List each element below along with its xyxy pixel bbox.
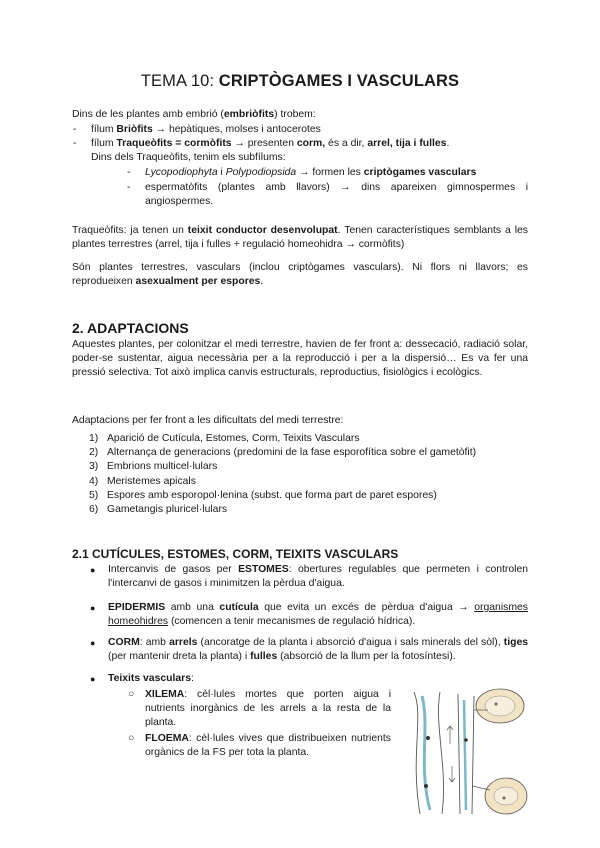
subphylum-item-espermatofits: - espermatòfits (plantes amb llavors) → dins apareixen gimnospermes i angiospermes.	[127, 182, 528, 208]
list-item: 1) Aparició de Cutícula, Estomes, Corm, Teixits Vasculars	[89, 433, 360, 444]
bullet-teixits-vasculars: ● Teixits vasculars:	[108, 672, 408, 686]
link-organismes-homeohidres: organismes homeohidres	[108, 602, 528, 628]
bullet-estomes: ● Intercanvis de gasos per ESTOMES: obertures regulables que permeten i controlen l'intercanvi de gasos i minimitzen la pèrdua d'aigua.	[90, 564, 529, 590]
list-item: 4) Meristemes apicals	[89, 475, 196, 487]
section-heading-cuticules: 2.1 CUTÍCULES, ESTOMES, CORM, TEIXITS VASCULARS	[72, 547, 399, 561]
subphylum-intro: Dins dels Traqueòfits, tenim els subfílums:	[91, 152, 286, 163]
circle-bullet-icon: ○	[128, 689, 135, 700]
adaptacions-list-intro: Adaptacions per fer front a les dificultats del medi terrestre:	[72, 415, 344, 426]
bullet-icon: ●	[90, 603, 96, 613]
title-bold: CRIPTÒGAMES I VASCULARS	[218, 72, 460, 90]
circle-bullet-icon: ○	[128, 733, 135, 744]
section-heading-adaptacions: 2. ADAPTACIONS	[72, 320, 189, 336]
traqueofits-paragraph: Traqueòfits: ja tenen un teixit conductor desenvolupat. Tenen característiques semblants a les plantes terrestres (arrel, tija i fulles + regulació homeohidra → cormòfits)	[72, 225, 528, 251]
plantes-paragraph: Són plantes terrestres, vasculars (inclou criptògames vasculars). Ni flors ni llavors; es reprodueixen asexualment per espores.	[72, 262, 528, 288]
bullet-epidermis: ● EPIDERMIS amb una cutícula que evita un excés de pèrdua d'aigua → organismes homeohidres (comencen a tenir mecanismes de regulació hídrica).	[90, 602, 528, 628]
vascular-tissue-illustration	[400, 686, 528, 818]
list-item: 6) Gametangis pluricel·lulars	[89, 503, 228, 515]
bullet-corm: ● CORM: amb arrels (ancoratge de la planta i absorció d'aigua i sals minerals del sòl), tiges (per mantenir dreta la planta) i fulles (absorció de la llum per la fotosíntesi).	[90, 637, 529, 663]
bullet-icon: ●	[90, 674, 96, 684]
adaptacions-list	[72, 432, 528, 517]
sub-item-floema: ○ FLOEMA: cèl·lules vives que distribueixen nutrients orgànics de la FS per tota la planta.	[128, 733, 391, 759]
dash-item-briofits: - fílum Briòfits → hepàtiques, molses i antocerotes	[73, 124, 321, 135]
list-item: 2) Alternança de generacions (predomini de la fase esporofítica sobre el gametòfit)	[89, 447, 477, 459]
list-item: 5) Espores amb esporopol·lenina (subst. que forma part de paret espores)	[89, 489, 437, 501]
sub-item-xilema: ○ XILEMA: cèl·lules mortes que porten aigua i nutrients inorgànics de les arrels a la resta de la planta.	[128, 689, 391, 729]
bullet-icon: ●	[90, 638, 96, 648]
adaptacions-paragraph: Aquestes plantes, per colonitzar el medi terrestre, havien de fer front a: dessecació, radiació solar, poder-se sustentar, aigua necessària per a la reproducció i per a la dispersió… Es va fer una pressió selectiva. Tot això implica canvis estructurals, reproductius, fisiològics i ecològics.	[72, 339, 528, 379]
intro-paragraph: Dins de les plantes amb embrió (embriòfits) trobem:	[72, 109, 316, 120]
page-title	[0, 70, 600, 92]
dash-item-traqueofits: - fílum Traqueòfits = cormòfits → presenten corm, és a dir, arrel, tija i fulles.	[73, 138, 450, 149]
title-prefix: TEMA 10:	[140, 72, 219, 90]
subphylum-item-lycopodiophyta: - Lycopodiophyta i Polypodiopsida → formen les criptògames vasculars	[127, 167, 477, 178]
bullet-icon: ●	[90, 565, 96, 575]
list-item: 3) Embrions multicel·lulars	[89, 461, 218, 473]
